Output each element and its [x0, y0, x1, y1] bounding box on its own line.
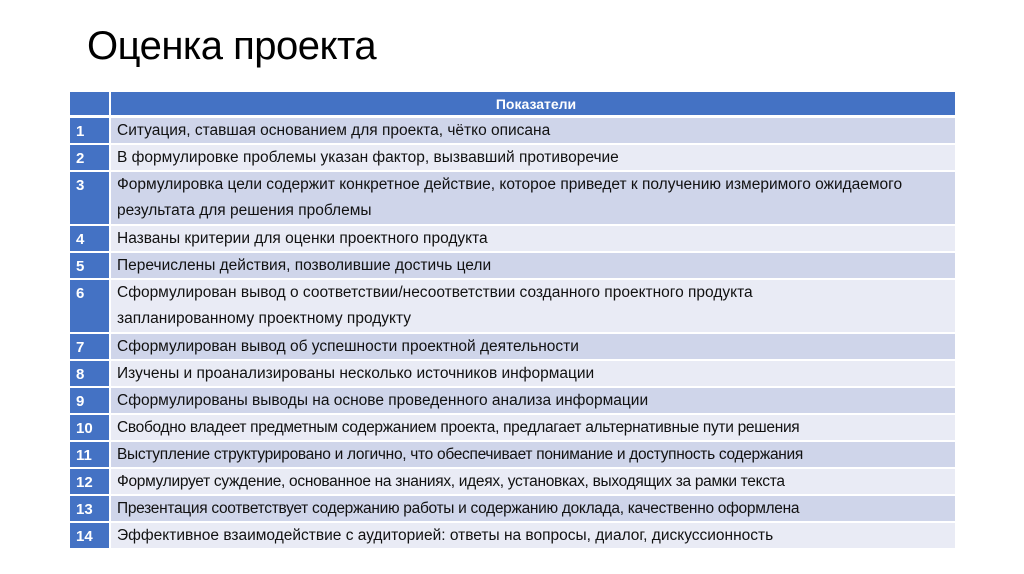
table-row [70, 172, 955, 226]
table-row [70, 415, 955, 442]
table-row [70, 496, 955, 523]
row-number-text: 10 [76, 420, 93, 437]
table-row [70, 361, 955, 388]
row-number [70, 172, 111, 224]
row-number-text: 3 [76, 177, 85, 194]
row-number-text: 7 [76, 339, 85, 356]
row-number [70, 361, 111, 386]
row-text: Названы критерии для оценки проектного продукта [111, 226, 955, 251]
slide-title: Оценка проекта [87, 24, 377, 68]
header-number-cell [70, 92, 111, 115]
row-number-text: 9 [76, 393, 85, 410]
row-text: Формулирует суждение, основанное на знаниях, идеях, установках, выходящих за рамки текста [111, 469, 955, 494]
row-number [70, 253, 111, 278]
table-row [70, 523, 955, 550]
row-text: Эффективное взаимодействие с аудиторией: ответы на вопросы, диалог, дискуссионность [111, 523, 955, 548]
row-number-text: 6 [76, 285, 85, 302]
row-number [70, 145, 111, 170]
row-number [70, 496, 111, 521]
table-row [70, 118, 955, 145]
row-number [70, 118, 111, 143]
table-row [70, 145, 955, 172]
row-number [70, 442, 111, 467]
table-row [70, 280, 955, 334]
table-row [70, 469, 955, 496]
row-number-text: 13 [76, 501, 93, 518]
row-number-text: 11 [76, 447, 92, 464]
evaluation-table [70, 92, 955, 550]
row-number [70, 334, 111, 359]
row-number-text: 8 [76, 366, 85, 383]
row-number-text: 2 [76, 150, 85, 167]
row-text: Сформулирован вывод о соответствии/несоответствии созданного проектного продукта запланированному проектному продукту [111, 280, 955, 332]
row-number-text: 5 [76, 258, 85, 275]
row-number [70, 415, 111, 440]
table-row [70, 253, 955, 280]
row-text: Свободно владеет предметным содержанием проекта, предлагает альтернативные пути решения [111, 415, 955, 440]
row-text: В формулировке проблемы указан фактор, вызвавший противоречие [111, 145, 955, 170]
row-number-text: 4 [76, 231, 85, 248]
table-row [70, 226, 955, 253]
row-number-text: 14 [76, 528, 93, 545]
row-text: Изучены и проанализированы несколько источников информации [111, 361, 955, 386]
table-row [70, 442, 955, 469]
row-number [70, 226, 111, 251]
row-number [70, 523, 111, 548]
row-text: Сформулированы выводы на основе проведенного анализа информации [111, 388, 955, 413]
row-text: Формулировка цели содержит конкретное действие, которое приведет к получению измеримого ожидаемого результата для решения проблемы [111, 172, 955, 224]
table-row [70, 334, 955, 361]
row-number-text: 1 [76, 123, 85, 140]
row-text: Выступление структурировано и логично, что обеспечивает понимание и доступность содержания [111, 442, 955, 467]
table-header-row [70, 92, 955, 118]
row-number [70, 280, 111, 332]
row-text: Ситуация, ставшая основанием для проекта, чётко описана [111, 118, 955, 143]
row-number [70, 388, 111, 413]
row-text: Перечислены действия, позволившие достичь цели [111, 253, 955, 278]
header-indicators-cell: Показатели [111, 92, 955, 115]
row-text: Сформулирован вывод об успешности проектной деятельности [111, 334, 955, 359]
row-number-text: 12 [76, 474, 93, 491]
table-row [70, 388, 955, 415]
row-text: Презентация соответствует содержанию работы и содержанию доклада, качественно оформлена [111, 496, 955, 521]
row-number [70, 469, 111, 494]
